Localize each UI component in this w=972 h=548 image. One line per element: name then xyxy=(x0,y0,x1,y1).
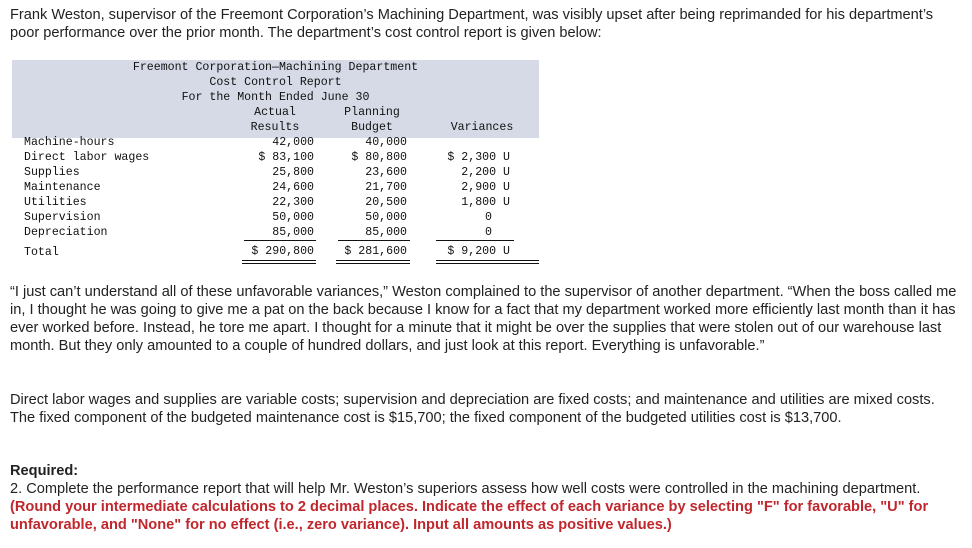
row-actual: 85,000 xyxy=(272,226,314,239)
row-label: Supervision xyxy=(24,211,101,224)
intro-paragraph: Frank Weston, supervisor of the Freemont Corporation’s Machining Department, was visibly upset after being reprimanded for his department’s poor performance over the prior month. The department’s cost control report is given below: xyxy=(10,7,934,41)
required-text: 2. Complete the performance report that will help Mr. Weston’s superiors assess how well costs were controlled in the machining department. xyxy=(10,481,921,497)
row-budget: $ 80,800 xyxy=(351,151,407,164)
variance-total-double-rule xyxy=(436,260,539,264)
report-title: Freemont Corporation—Machining Department xyxy=(132,61,419,74)
row-actual: 50,000 xyxy=(272,211,314,224)
required-instructions: (Round your intermediate calculations to 2 decimal places. Indicate the effect of each variance by selecting "F" for favorable, "U" for unfavorable, and "None" for no effect (i.e., zero variance). Input all amounts as positive values.) xyxy=(10,499,929,533)
row-budget: 40,000 xyxy=(365,136,407,149)
row-label: Depreciation xyxy=(24,226,108,239)
row-variance: 2,200 U xyxy=(461,166,510,179)
total-variance: $ 9,200 U xyxy=(447,245,510,258)
col-actual-header-2: Results xyxy=(250,121,300,134)
budget-subtotal-rule xyxy=(338,240,410,241)
report-period: For the Month Ended June 30 xyxy=(181,91,370,104)
row-label: Supplies xyxy=(24,166,80,179)
row-budget: 50,000 xyxy=(365,211,407,224)
row-label: Direct labor wages xyxy=(24,151,150,164)
row-budget: 85,000 xyxy=(365,226,407,239)
row-actual: 24,600 xyxy=(272,181,314,194)
actual-subtotal-rule xyxy=(244,240,316,241)
report-subtitle: Cost Control Report xyxy=(209,76,342,89)
row-budget: 20,500 xyxy=(365,196,407,209)
row-variance: 0 xyxy=(485,211,492,224)
row-actual: 22,300 xyxy=(272,196,314,209)
cost-control-report xyxy=(12,60,539,263)
weston-quote-paragraph: “I just can’t understand all of these unfavorable variances,” Weston complained to the supervisor of another department. “When the boss called me in, I thought he was going to give me a pat on the back because I know for a fact that my department worked more efficiently last month than it has ever worked before. Instead, he tore me apart. I thought for a minute that it might be over the supplies that were stolen out of our warehouse last month. But they only amounted to a couple of hundred dollars, and just look at this report. Everything is unfavorable.” xyxy=(10,284,957,354)
col-budget-header-1: Planning xyxy=(344,106,400,119)
row-variance: 2,900 U xyxy=(461,181,510,194)
row-label: Machine-hours xyxy=(24,136,115,149)
actual-total-double-rule xyxy=(242,260,316,264)
row-label: Utilities xyxy=(24,196,87,209)
col-budget-header-2: Budget xyxy=(351,121,393,134)
row-variance: $ 2,300 U xyxy=(447,151,510,164)
row-actual: 42,000 xyxy=(272,136,314,149)
col-actual-header-1: Actual xyxy=(254,106,296,119)
variance-subtotal-rule xyxy=(436,240,514,241)
required-heading: Required: xyxy=(10,463,79,479)
row-label: Maintenance xyxy=(24,181,101,194)
total-budget: $ 281,600 xyxy=(344,245,407,258)
row-actual: 25,800 xyxy=(272,166,314,179)
row-variance: 0 xyxy=(485,226,492,239)
row-budget: 21,700 xyxy=(365,181,407,194)
total-label: Total xyxy=(24,246,59,259)
row-variance: 1,800 U xyxy=(461,196,510,209)
total-actual: $ 290,800 xyxy=(251,245,314,258)
row-actual: $ 83,100 xyxy=(258,151,314,164)
budget-total-double-rule xyxy=(336,260,410,264)
required-paragraph xyxy=(10,480,960,534)
col-variances-header: Variances xyxy=(450,121,514,134)
row-budget: 23,600 xyxy=(365,166,407,179)
cost-behavior-paragraph: Direct labor wages and supplies are variable costs; supervision and depreciation are fixed costs; and maintenance and utilities are mixed costs. The fixed component of the budgeted maintenance cost is $15,700; the fixed component of the budgeted utilities cost is $13,700. xyxy=(10,392,935,426)
